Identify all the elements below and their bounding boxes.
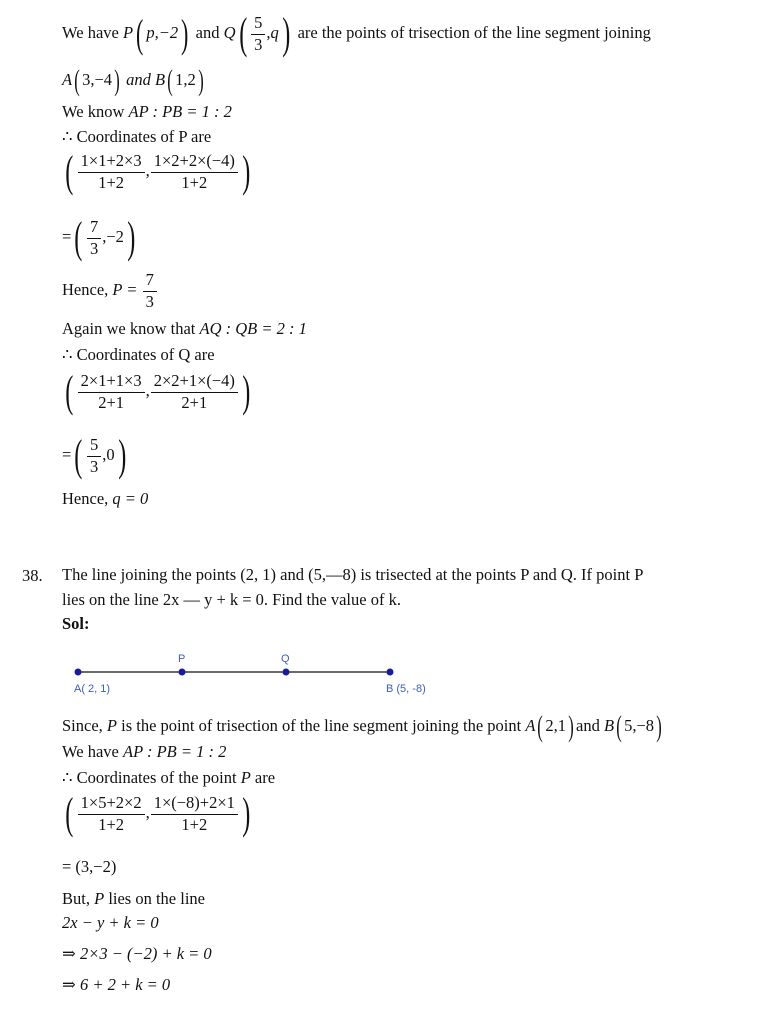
label-A: A( 2, 1): [74, 683, 111, 695]
text: are: [254, 768, 276, 787]
math-var: B: [604, 715, 615, 735]
math-var: A: [62, 69, 73, 89]
math-args: 3,−4: [82, 69, 113, 89]
math-args: ,q: [266, 22, 279, 42]
question-number: 38.: [22, 566, 43, 585]
text: We know: [62, 102, 125, 121]
math-ratio: AP : PB = 1 : 2: [122, 742, 227, 761]
text: ∴ Coordinates of P are: [62, 127, 212, 146]
fraction: $\frac{2\times 2+1\times(-4)}{2+1}$: [151, 371, 238, 413]
math-args: 2,1: [545, 715, 567, 735]
s37-line-3: [62, 103, 232, 122]
text: Again we know that: [62, 319, 196, 338]
math-expr: q = 0: [112, 489, 149, 508]
math-args: 1,2: [175, 69, 196, 89]
text: =: [62, 444, 72, 464]
fraction: $\frac{2\times 1+1\times 3}{2+1}$: [78, 371, 145, 413]
s37-coord-Q-expr: ( $\frac{2\times 1+1\times 3}{2+1}$ , $\frac{2\times 2+1\times(-4)}{2+1}$ ): [65, 367, 251, 416]
equation-1: 2x − y + k = 0: [62, 913, 159, 932]
question-text-line-2: lies on the line 2x — y + k = 0. Find the value of k.: [62, 590, 401, 609]
s37-line-5: [62, 320, 307, 339]
s37-hence-p: [62, 270, 158, 312]
sol-label: Sol:: [62, 614, 90, 633]
text: ,−2: [102, 226, 124, 246]
text: ∴ Coordinates of the point: [62, 768, 237, 787]
fraction: $\frac{1\times 2+2\times(-4)}{1+2}$: [151, 151, 238, 193]
trisection-diagram: [62, 650, 462, 700]
point-A: [75, 669, 82, 676]
label-Q: Q: [281, 653, 290, 665]
fraction: $\frac{5}{3}$: [251, 13, 265, 55]
fraction: $\frac{7}{3}$: [87, 217, 101, 259]
label-P: P: [178, 653, 186, 665]
math-expr: = (3,−2): [62, 857, 117, 876]
math-var: B: [155, 69, 166, 89]
text: =: [62, 226, 72, 246]
text: are the points of trisection of the line segment joining: [297, 22, 651, 42]
math-var: P: [240, 768, 251, 787]
fraction: $\frac{5}{3}$: [87, 435, 101, 477]
s37-line-6: [62, 346, 215, 365]
s38-since-line: Since, P is the point of trisection of the line segment joining the point A( 2,1) and B( 5,−8): [62, 710, 662, 743]
s37-coord-P-result: =( $\frac{7}{3}$ ,−2): [62, 213, 136, 262]
s38-coord-line: [62, 769, 275, 788]
text: lies on the line: [108, 889, 206, 908]
question-text-line-1: The line joining the points (2, 1) and (5,—8) is trisected at the points P and Q. If point P: [62, 565, 644, 584]
text: Hence,: [62, 489, 109, 508]
s38-result: [62, 858, 116, 877]
text: and: [126, 69, 151, 89]
s37-coord-Q-result: =( $\frac{5}{3}$ ,0): [62, 431, 126, 480]
text: We have: [62, 742, 119, 761]
text: We have: [62, 22, 119, 42]
fraction: $\frac{1\times 5+2\times 2}{1+2}$: [78, 793, 145, 835]
text: is the point of trisection of the line segment joining the point: [121, 715, 522, 735]
math-args: 5,−8: [624, 715, 655, 735]
text: and: [195, 22, 220, 42]
point-B: [387, 669, 394, 676]
text: Hence,: [62, 279, 109, 299]
math-var: Q: [223, 22, 236, 42]
fraction: $\frac{7}{3}$: [143, 270, 157, 312]
text: and: [576, 715, 600, 735]
s37-coord-P-expr: ( $\frac{1\times 1+2\times 3}{1+2}$ , $\frac{1\times 2+2\times(-4)}{1+2}$ ): [65, 147, 251, 196]
s38-we-have: [62, 743, 226, 762]
label-B: B (5, -8): [386, 683, 426, 695]
math-var: A: [525, 715, 536, 735]
s38-coord-expr: ( $\frac{1\times 5+2\times 2}{1+2}$ , $\frac{1\times(-8)+2\times 1}{1+2}$ ): [65, 789, 251, 838]
math-ratio: AQ : QB = 2 : 1: [199, 319, 307, 338]
equation-2: ⇒ 2×3 − (−2) + k = 0: [62, 944, 212, 963]
math-var: P: [122, 22, 134, 42]
point-P: [179, 669, 186, 676]
text: ∴ Coordinates of Q are: [62, 345, 215, 364]
math-ratio: AP : PB = 1 : 2: [128, 102, 232, 121]
equation-3: ⇒ 6 + 2 + k = 0: [62, 975, 171, 994]
s38-but-line: [62, 890, 205, 909]
s37-hence-q: [62, 490, 148, 509]
s37-line-1: We have P( p,−2) and Q( $\frac{5}{3}$ ,q) are the points of trisection of the line segment joining: [62, 9, 651, 58]
math-var: P: [106, 715, 118, 735]
point-Q: [283, 669, 290, 676]
math-var: P =: [112, 279, 138, 299]
fraction: $\frac{1\times 1+2\times 3}{1+2}$: [78, 151, 145, 193]
math-args: p,−2: [146, 22, 179, 42]
text: But,: [62, 889, 90, 908]
s37-line-4: [62, 128, 211, 147]
math-var: P: [94, 889, 105, 908]
fraction: $\frac{1\times(-8)+2\times 1}{1+2}$: [151, 793, 238, 835]
s37-line-2: A( 3,−4) and B( 1,2): [62, 64, 204, 97]
text: Since,: [62, 715, 103, 735]
text: ,0: [102, 444, 115, 464]
